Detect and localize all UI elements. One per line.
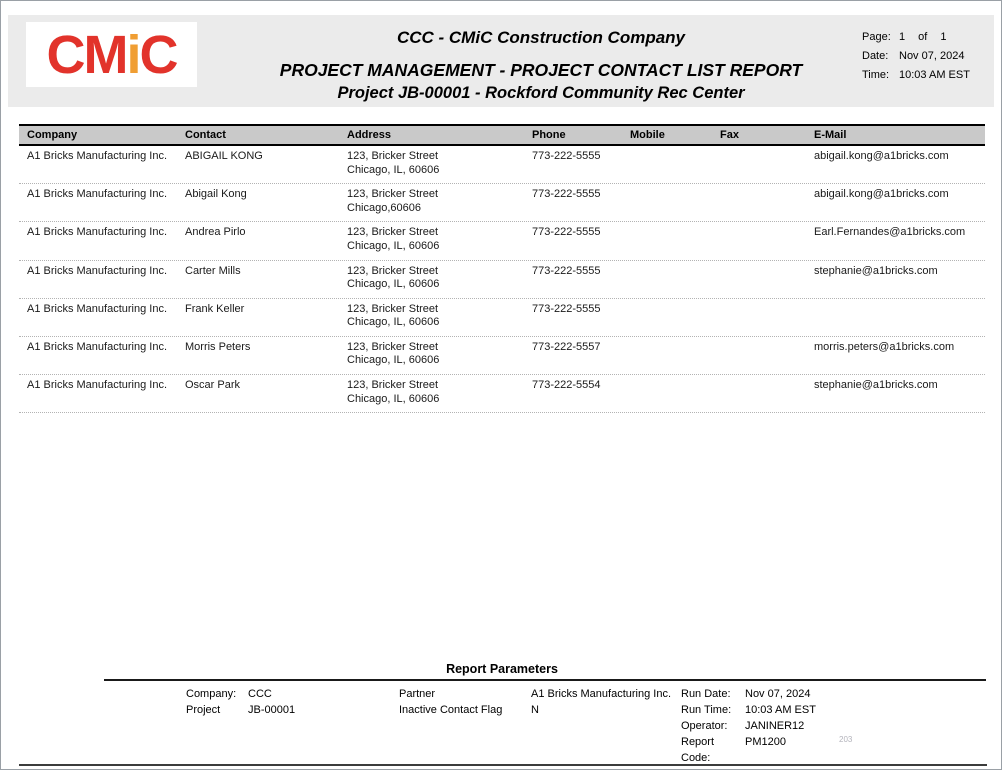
cell-company: A1 Bricks Manufacturing Inc.	[27, 340, 168, 353]
cell-contact: Morris Peters	[185, 340, 251, 353]
parameter-value: CCC	[248, 688, 272, 700]
date-row	[862, 47, 970, 66]
address-line-2: Chicago, IL, 60606	[347, 316, 440, 329]
cell-company: A1 Bricks Manufacturing Inc.	[27, 150, 168, 162]
parameter-label: Run Time:	[681, 704, 732, 716]
cell-contact: Carter Mills	[185, 264, 241, 277]
parameter-label: Inactive Contact Flag	[399, 704, 503, 716]
cell-contact: Oscar Park	[185, 379, 241, 392]
report-titles	[211, 15, 871, 103]
parameter-row	[681, 702, 816, 718]
parameter-row	[681, 686, 816, 702]
date-value: Nov 07, 2024	[899, 50, 965, 62]
cell-email: stephanie@a1bricks.com	[814, 379, 938, 392]
cell-email: morris.peters@a1bricks.com	[814, 340, 955, 353]
cell-company: A1 Bricks Manufacturing Inc.	[27, 188, 168, 201]
parameter-value: 10:03 AM EST	[745, 704, 816, 716]
parameter-label: Report Code:	[681, 736, 715, 764]
project-title: Project JB-00001 - Rockford Community Rec Center	[337, 84, 745, 102]
report-header	[8, 15, 994, 107]
page-watermark: 203	[839, 735, 853, 744]
cell-phone: 773-222-5555	[532, 302, 601, 315]
address-line-2: Chicago, IL, 60606	[347, 239, 440, 252]
col-header-contact: Contact	[185, 129, 226, 141]
page-number-row	[862, 28, 970, 47]
address-line-1: 123, Bricker Street	[347, 188, 439, 201]
contact-table	[19, 124, 985, 413]
parameter-value: A1 Bricks Manufacturing Inc.	[531, 688, 672, 700]
col-header-mobile: Mobile	[630, 129, 665, 141]
cell-contact: Abigail Kong	[185, 188, 247, 201]
address-line-2: Chicago, IL, 60606	[347, 163, 440, 176]
cell-contact: Andrea Pirlo	[185, 226, 246, 239]
report-parameters-rule	[104, 679, 986, 681]
parameter-label: Project	[186, 704, 221, 716]
cmic-logo	[26, 22, 197, 87]
table-row	[19, 222, 985, 260]
address-line-1: 123, Bricker Street	[347, 226, 439, 239]
col-header-company: Company	[27, 129, 78, 141]
cell-company: A1 Bricks Manufacturing Inc.	[27, 379, 168, 392]
parameter-label: Operator:	[681, 720, 728, 732]
cell-address	[347, 265, 532, 292]
cell-company: A1 Bricks Manufacturing Inc.	[27, 302, 168, 315]
page-info	[862, 28, 970, 85]
cell-email: stephanie@a1bricks.com	[814, 264, 938, 277]
parameter-value: JANINER12	[745, 720, 805, 732]
page-number-value	[899, 28, 946, 47]
table-row	[19, 337, 985, 375]
col-header-email: E-Mail	[814, 129, 847, 141]
table-row	[19, 261, 985, 299]
parameters-group-left	[186, 686, 295, 718]
parameter-label: Run Date:	[681, 688, 731, 700]
cell-address	[347, 188, 532, 215]
page-of-label: of	[918, 31, 928, 43]
address-line-1: 123, Bricker Street	[347, 379, 439, 392]
parameter-row	[186, 686, 295, 702]
parameter-label: Company:	[186, 688, 237, 700]
page-current: 1	[899, 31, 906, 43]
parameters-group-right	[681, 686, 816, 764]
address-line-2: Chicago, IL, 60606	[347, 278, 440, 291]
cell-phone: 773-222-5555	[532, 188, 601, 201]
cell-email: Earl.Fernandes@a1bricks.com	[814, 226, 966, 239]
contact-table-body	[19, 146, 985, 413]
cell-company: A1 Bricks Manufacturing Inc.	[27, 226, 168, 239]
company-title: CCC - CMiC Construction Company	[396, 28, 686, 47]
cell-contact: ABIGAIL KONG	[185, 150, 263, 162]
parameter-value: PM1200	[745, 736, 786, 748]
logo-text-red-1: CM	[46, 24, 127, 85]
parameter-value: N	[531, 704, 539, 716]
report-parameters-section	[1, 656, 1002, 764]
page-bottom-rule	[19, 764, 987, 766]
time-row	[862, 66, 970, 85]
address-line-1: 123, Bricker Street	[347, 340, 439, 353]
cell-address	[347, 303, 532, 330]
address-line-2: Chicago, IL, 60606	[347, 392, 440, 405]
table-row	[19, 375, 985, 413]
address-line-1: 123, Bricker Street	[347, 264, 439, 277]
cell-phone: 773-222-5555	[532, 150, 601, 162]
cell-address	[347, 379, 532, 406]
report-parameters-title: Report Parameters	[446, 662, 558, 676]
col-header-phone: Phone	[532, 129, 566, 141]
cell-phone: 773-222-5555	[532, 226, 601, 239]
parameter-label: Partner	[399, 688, 436, 700]
logo-text-orange: i	[126, 24, 140, 85]
table-row	[19, 299, 985, 337]
parameter-value: JB-00001	[248, 704, 296, 716]
parameter-row	[399, 702, 671, 718]
cell-phone: 773-222-5557	[532, 340, 601, 353]
table-row	[19, 184, 985, 222]
col-header-address: Address	[347, 129, 392, 141]
time-value: 10:03 AM EST	[899, 69, 970, 81]
parameter-value: Nov 07, 2024	[745, 688, 811, 700]
cell-email: abigail.kong@a1bricks.com	[814, 188, 949, 201]
contact-table-header	[19, 124, 985, 146]
report-title: PROJECT MANAGEMENT - PROJECT CONTACT LIST REPORT	[279, 60, 803, 80]
parameter-row	[186, 702, 295, 718]
cell-address	[347, 226, 532, 253]
cell-company: A1 Bricks Manufacturing Inc.	[27, 264, 168, 277]
col-header-fax: Fax	[720, 129, 739, 141]
cell-phone: 773-222-5554	[532, 379, 601, 392]
address-line-2: Chicago,60606	[347, 201, 422, 214]
address-line-1: 123, Bricker Street	[347, 302, 439, 315]
page-total: 1	[940, 31, 947, 43]
cell-email: abigail.kong@a1bricks.com	[814, 150, 949, 162]
parameter-row	[681, 734, 816, 764]
cell-contact: Frank Keller	[185, 302, 245, 315]
cell-address	[347, 150, 532, 177]
date-label: Date:	[862, 50, 889, 62]
cell-address	[347, 341, 532, 368]
time-label: Time:	[862, 69, 890, 81]
page-label: Page:	[862, 31, 891, 43]
parameter-row	[681, 718, 816, 734]
address-line-2: Chicago, IL, 60606	[347, 354, 440, 367]
parameter-row	[399, 686, 671, 702]
logo-text-red-2: C	[139, 24, 177, 85]
parameters-group-middle	[399, 686, 671, 718]
cell-phone: 773-222-5555	[532, 264, 601, 277]
address-line-1: 123, Bricker Street	[347, 150, 439, 162]
table-row	[19, 146, 985, 184]
